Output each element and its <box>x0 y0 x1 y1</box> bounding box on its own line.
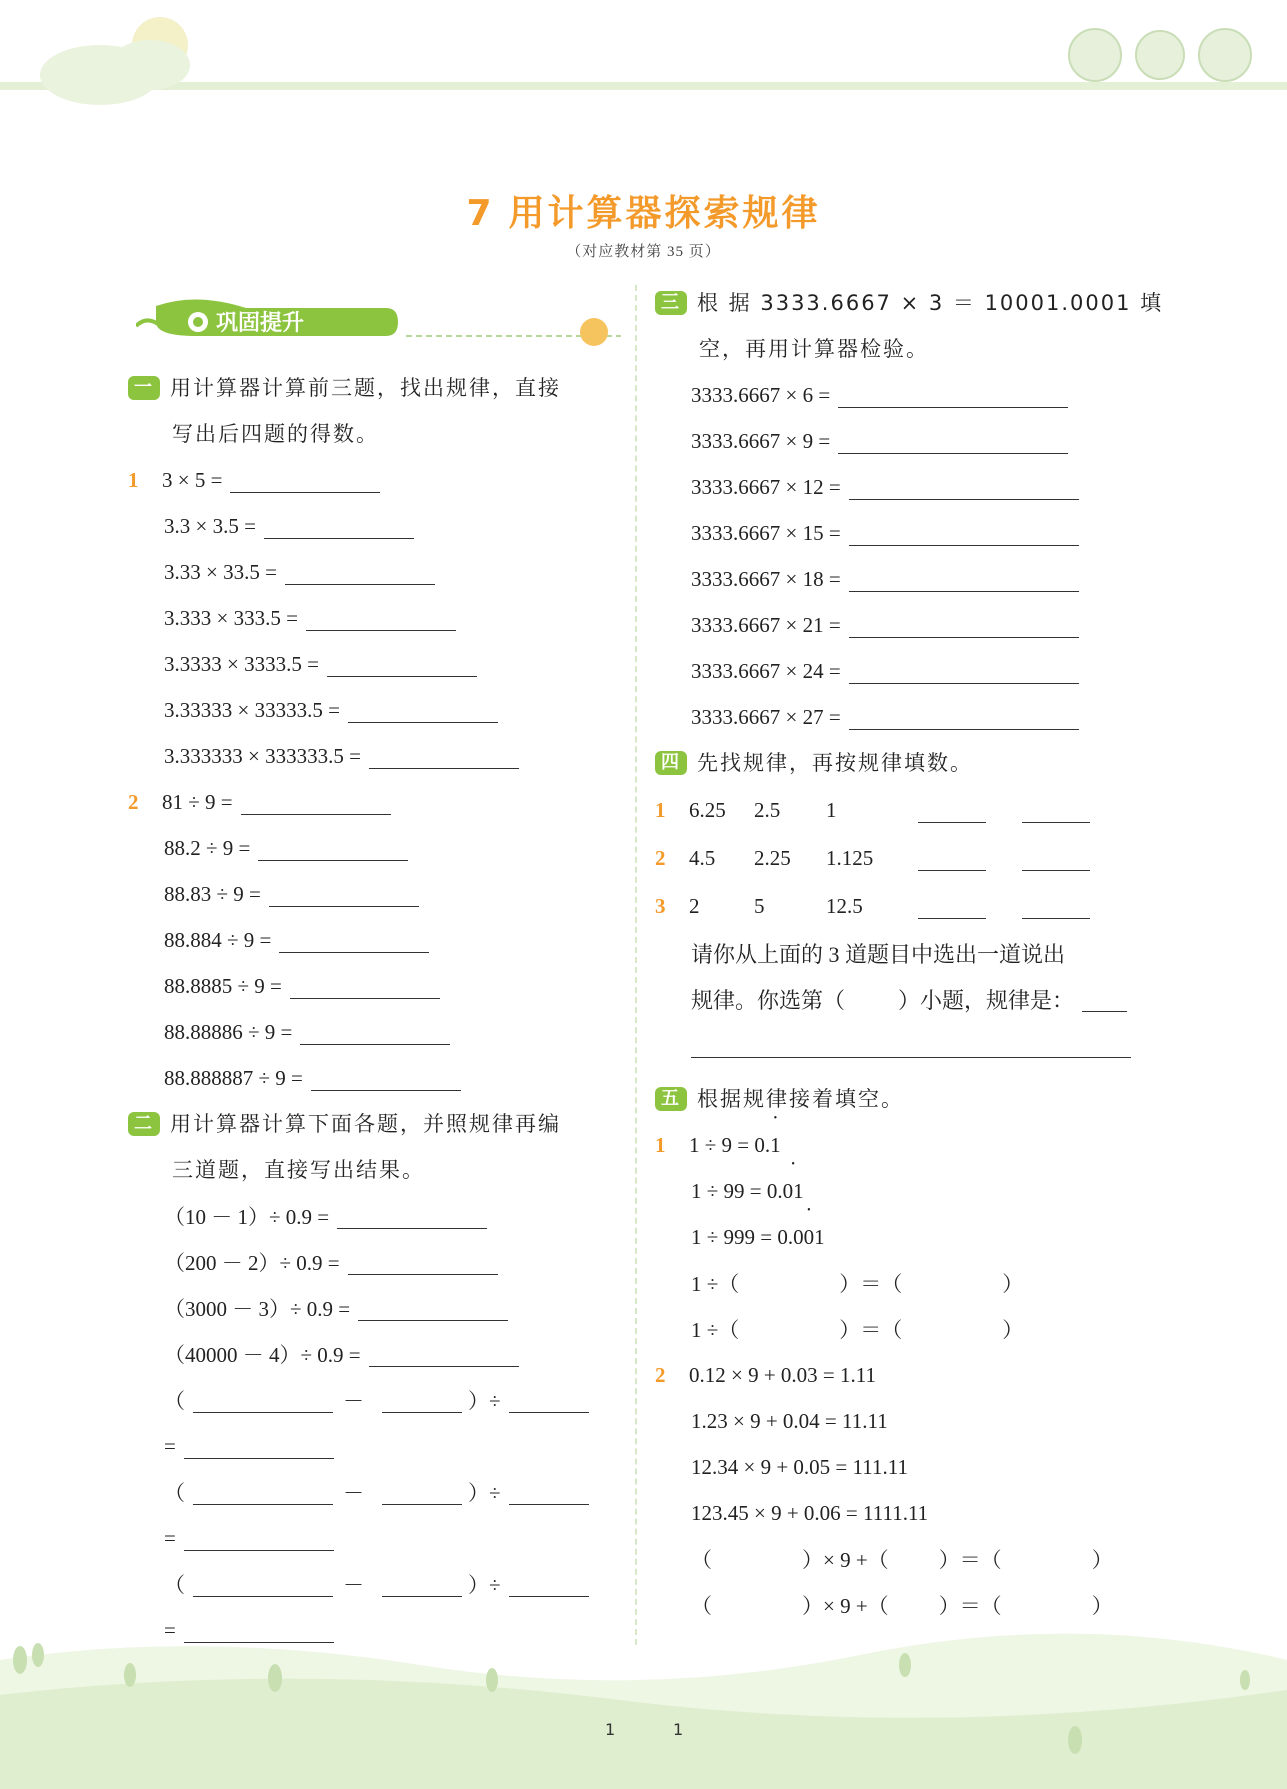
equation-text: 88.8885 ÷ 9 = <box>164 973 282 998</box>
right-column <box>655 280 1164 1628</box>
fill-row <box>655 1536 1155 1582</box>
answer-blank[interactable] <box>918 798 986 823</box>
equation-text: 3333.6667 × 24 = <box>691 658 841 683</box>
answer-blank[interactable] <box>1022 798 1090 823</box>
equation-row <box>128 733 628 779</box>
prompt-text: 规律。你选第（ <box>691 987 846 1013</box>
section-label: 巩固提升 <box>216 311 305 336</box>
subquestion-number: 1 <box>128 467 139 492</box>
answer-blank[interactable] <box>327 652 477 677</box>
paren-text: ）＝（ <box>938 1594 1002 1618</box>
sequence-value: 2 <box>689 893 700 918</box>
operator-text: = <box>164 1525 176 1550</box>
equation-row <box>655 648 1155 694</box>
page-subtitle: （对应教材第 35 页） <box>566 244 721 260</box>
equation-row <box>655 372 1155 418</box>
equation-row <box>655 602 1155 648</box>
answer-blank[interactable] <box>300 1020 450 1045</box>
question-2-heading <box>128 1101 628 1147</box>
title-text: 用计算器探索规律 <box>508 193 821 234</box>
equation-row <box>128 641 628 687</box>
prompt-row <box>655 976 1155 1022</box>
equation-row <box>128 963 628 1009</box>
answer-blank[interactable] <box>918 846 986 871</box>
equation-text: 1 ÷ 999 = 0. <box>691 1224 794 1249</box>
sequence-row <box>655 882 1155 930</box>
paren-text: ）＝（ <box>938 1548 1002 1572</box>
question-text: 先找规律，再按规律填数。 <box>697 751 973 775</box>
equation-text: （40000 － 4）÷ 0.9 = <box>164 1343 361 1367</box>
answer-blank[interactable] <box>358 1296 508 1321</box>
question-badge: 三 <box>655 291 687 315</box>
equation-text: 3.3333 × 3333.5 = <box>164 651 319 676</box>
equation-text: 3333.6667 × 6 = <box>691 382 831 407</box>
equation-text: 88.88886 ÷ 9 = <box>164 1019 293 1044</box>
answer-blank[interactable] <box>184 1434 334 1459</box>
answer-blank[interactable] <box>1082 987 1127 1012</box>
equation-text: 3.33333 × 33333.5 = <box>164 697 340 722</box>
question-badge: 二 <box>128 1112 160 1136</box>
paren-text: ） <box>1091 1548 1113 1572</box>
operator-text: ）÷ <box>468 1573 501 1597</box>
choice-blank[interactable] <box>853 987 898 1011</box>
operator-text: = <box>164 1617 176 1642</box>
answer-blank[interactable] <box>918 894 986 919</box>
subquestion-number: 1 <box>655 1132 666 1157</box>
subquestion-number: 1 <box>655 797 666 822</box>
question-text: 用计算器计算前三题，找出规律，直接 <box>170 376 561 400</box>
paren-text: ）× 9 +（ <box>802 1594 889 1618</box>
answer-blank[interactable] <box>306 606 456 631</box>
custom-equation-row <box>128 1469 628 1515</box>
sequence-value: 2.5 <box>754 797 781 822</box>
answer-blank[interactable] <box>269 882 419 907</box>
equation-text: 3333.6667 × 21 = <box>691 612 841 637</box>
sequence-row <box>655 834 1155 882</box>
question-text: 用计算器计算下面各题，并照规律再编 <box>170 1112 561 1136</box>
sequence-value: 1 <box>826 797 837 822</box>
answer-blank[interactable] <box>849 521 1079 546</box>
prompt-row: 请你从上面的 3 道题目中选出一道说出 <box>691 941 1066 967</box>
fill-row <box>655 1260 1155 1306</box>
repeating-digits: • 1 <box>770 1133 781 1158</box>
equation-row <box>128 917 628 963</box>
equation-row <box>128 1193 628 1239</box>
subquestion-number: 2 <box>128 789 139 814</box>
answer-blank[interactable] <box>691 1033 1131 1058</box>
paren-text: ） <box>1002 1272 1024 1296</box>
equation-row <box>128 457 628 503</box>
equation-text: （200 － 2）÷ 0.9 = <box>164 1251 340 1275</box>
paren-text: （ <box>164 1481 185 1505</box>
sequence-value: 4.5 <box>689 845 716 870</box>
equation-text: 88.83 ÷ 9 = <box>164 881 261 906</box>
answer-blank[interactable] <box>1022 894 1090 919</box>
question-1-heading <box>128 365 628 411</box>
answer-blank[interactable] <box>382 1480 462 1505</box>
answer-line-row <box>655 1022 1155 1068</box>
equation-text: 1.23 × 9 + 0.04 = 11.11 <box>691 1408 888 1433</box>
paren-text: （ <box>164 1573 185 1597</box>
sun-cloud-icon <box>40 17 190 105</box>
paren-text: ）× 9 +（ <box>802 1548 889 1572</box>
equation-text: 3.333 × 333.5 = <box>164 605 298 630</box>
question-5-heading <box>655 1076 1155 1122</box>
sequence-value: 6.25 <box>689 797 726 822</box>
equation-text: 88.2 ÷ 9 = <box>164 835 251 860</box>
answer-blank[interactable] <box>337 1204 487 1229</box>
answer-blank[interactable] <box>382 1572 462 1597</box>
question-text: 空，再用计算器检验。 <box>699 337 929 361</box>
custom-equation-row <box>128 1377 628 1423</box>
sequence-value: 2.25 <box>754 845 791 870</box>
answer-blank[interactable] <box>193 1388 333 1413</box>
page-title <box>0 185 1287 236</box>
answer-blank[interactable] <box>849 659 1079 684</box>
repeating-digits: • 001 <box>793 1225 825 1250</box>
answer-blank[interactable] <box>264 514 414 539</box>
question-badge: 四 <box>655 751 687 775</box>
answer-blank[interactable] <box>258 836 408 861</box>
answer-blank[interactable] <box>838 383 1068 408</box>
sequence-row <box>655 786 1155 834</box>
custom-result-row <box>128 1515 628 1561</box>
answer-blank[interactable] <box>849 705 1079 730</box>
equation-row <box>655 464 1155 510</box>
equation-row <box>655 1398 1155 1444</box>
equation-row <box>655 1444 1155 1490</box>
equation-text: 3.3 × 3.5 = <box>164 513 256 538</box>
equation-text: （10 － 1）÷ 0.9 = <box>164 1205 330 1229</box>
operator-text: － <box>343 1481 364 1505</box>
operator-text: ）÷ <box>468 1389 501 1413</box>
equation-row <box>128 825 628 871</box>
answer-blank[interactable] <box>849 567 1079 592</box>
question-4-heading <box>655 740 1155 786</box>
header-decoration <box>0 0 1287 120</box>
question-text: 写出后四题的得数。 <box>172 422 379 446</box>
equation-row <box>128 549 628 595</box>
equation-text: 1 ÷ 99 = 0. <box>691 1178 783 1203</box>
answer-blank[interactable] <box>382 1388 462 1413</box>
equation-text: 88.888887 ÷ 9 = <box>164 1065 303 1090</box>
answer-blank[interactable] <box>241 790 391 815</box>
operator-text: = <box>164 1433 176 1458</box>
paren-text: ）＝（ <box>839 1272 903 1296</box>
equation-row <box>655 1168 1155 1214</box>
paren-text: （ <box>691 1594 712 1618</box>
paren-text: 1 ÷（ <box>691 1318 740 1342</box>
operator-text: － <box>343 1389 364 1413</box>
answer-blank[interactable] <box>230 468 380 493</box>
equation-text: 88.884 ÷ 9 = <box>164 927 272 952</box>
equation-row <box>128 1009 628 1055</box>
answer-blank[interactable] <box>285 560 435 585</box>
equation-text: 3333.6667 × 15 = <box>691 520 841 545</box>
paren-text: ）＝（ <box>839 1318 903 1342</box>
question-text: 三道题，直接写出结果。 <box>172 1158 425 1182</box>
answer-blank[interactable] <box>348 1250 498 1275</box>
left-column <box>128 365 628 1653</box>
answer-blank[interactable] <box>849 475 1079 500</box>
custom-equation-row <box>128 1561 628 1607</box>
answer-blank[interactable] <box>193 1572 333 1597</box>
question-text: 根据规律接着填空。 <box>697 1087 904 1111</box>
answer-blank[interactable] <box>509 1480 589 1505</box>
equation-row <box>128 871 628 917</box>
equation-text: 1 ÷ 9 = 0. <box>689 1132 771 1157</box>
equation-text: 3333.6667 × 12 = <box>691 474 841 499</box>
column-divider <box>635 285 637 1645</box>
paren-text: （ <box>691 1548 712 1572</box>
operator-text: ）÷ <box>468 1481 501 1505</box>
answer-blank[interactable] <box>1022 846 1090 871</box>
prompt-text: ）小题，规律是： <box>898 987 1075 1013</box>
question-3-heading <box>655 280 1164 326</box>
title-number: 7 <box>466 193 495 234</box>
subquestion-number: 3 <box>655 893 666 918</box>
equation-row <box>655 1214 1155 1260</box>
question-badge: 五 <box>655 1087 687 1111</box>
fill-row <box>655 1306 1155 1352</box>
equation-row <box>128 779 628 825</box>
equation-text: 3333.6667 × 27 = <box>691 704 841 729</box>
equation-row <box>128 503 628 549</box>
equation-text: 3.333333 × 333333.5 = <box>164 743 361 768</box>
answer-blank[interactable] <box>369 1342 519 1367</box>
paren-text: （ <box>164 1389 185 1413</box>
equation-text: 3.33 × 33.5 = <box>164 559 277 584</box>
section-header-banner <box>136 296 621 348</box>
equation-row <box>128 687 628 733</box>
equation-row <box>655 694 1155 740</box>
equation-row <box>655 1352 1155 1398</box>
title-block <box>0 185 1287 261</box>
equation-row <box>128 1331 628 1377</box>
answer-blank[interactable] <box>369 744 519 769</box>
answer-blank[interactable] <box>279 928 429 953</box>
equation-text: 123.45 × 9 + 0.06 = 1111.11 <box>691 1500 929 1525</box>
equation-text: 0.12 × 9 + 0.03 = 1.11 <box>689 1362 877 1387</box>
sequence-value: 5 <box>754 893 765 918</box>
equation-row <box>128 1285 628 1331</box>
subquestion-number: 2 <box>655 845 666 870</box>
question-badge: 一 <box>128 376 160 400</box>
answer-blank[interactable] <box>509 1572 589 1597</box>
answer-blank[interactable] <box>849 613 1079 638</box>
equation-text: 81 ÷ 9 = <box>162 789 233 814</box>
equation-text: 12.34 × 9 + 0.05 = 111.11 <box>691 1454 908 1479</box>
answer-blank[interactable] <box>311 1066 461 1091</box>
answer-blank[interactable] <box>290 974 440 999</box>
sequence-value: 12.5 <box>826 893 863 918</box>
answer-blank[interactable] <box>838 429 1068 454</box>
equation-row <box>128 1055 628 1101</box>
answer-blank[interactable] <box>509 1388 589 1413</box>
equation-row <box>655 418 1155 464</box>
equation-text: 3333.6667 × 9 = <box>691 428 831 453</box>
footer-landscape <box>0 1617 1287 1789</box>
paren-text: ） <box>1002 1318 1024 1342</box>
equation-text: （3000 － 3）÷ 0.9 = <box>164 1297 351 1321</box>
equation-text: 3 × 5 = <box>162 467 223 492</box>
animal-faces-icon <box>1069 29 1251 81</box>
equation-row <box>655 556 1155 602</box>
question-text: 根 据 3333.6667 × 3 ＝ 10001.0001 填 <box>697 291 1164 315</box>
answer-blank[interactable] <box>348 698 498 723</box>
sequence-value: 1.125 <box>826 845 874 870</box>
equation-row <box>128 1239 628 1285</box>
equation-row <box>655 1490 1155 1536</box>
equation-row <box>128 595 628 641</box>
answer-blank[interactable] <box>184 1526 334 1551</box>
repeating-digits: • 01 <box>783 1179 804 1204</box>
equation-row <box>655 1122 1155 1168</box>
custom-result-row <box>128 1423 628 1469</box>
page-number: 1 <box>673 1720 684 1739</box>
equation-text: 3333.6667 × 18 = <box>691 566 841 591</box>
page-number: 1 <box>605 1720 616 1739</box>
answer-blank[interactable] <box>193 1480 333 1505</box>
subquestion-number: 2 <box>655 1362 666 1387</box>
operator-text: － <box>343 1573 364 1597</box>
equation-row <box>655 510 1155 556</box>
paren-text: 1 ÷（ <box>691 1272 740 1296</box>
paren-text: ） <box>1091 1594 1113 1618</box>
